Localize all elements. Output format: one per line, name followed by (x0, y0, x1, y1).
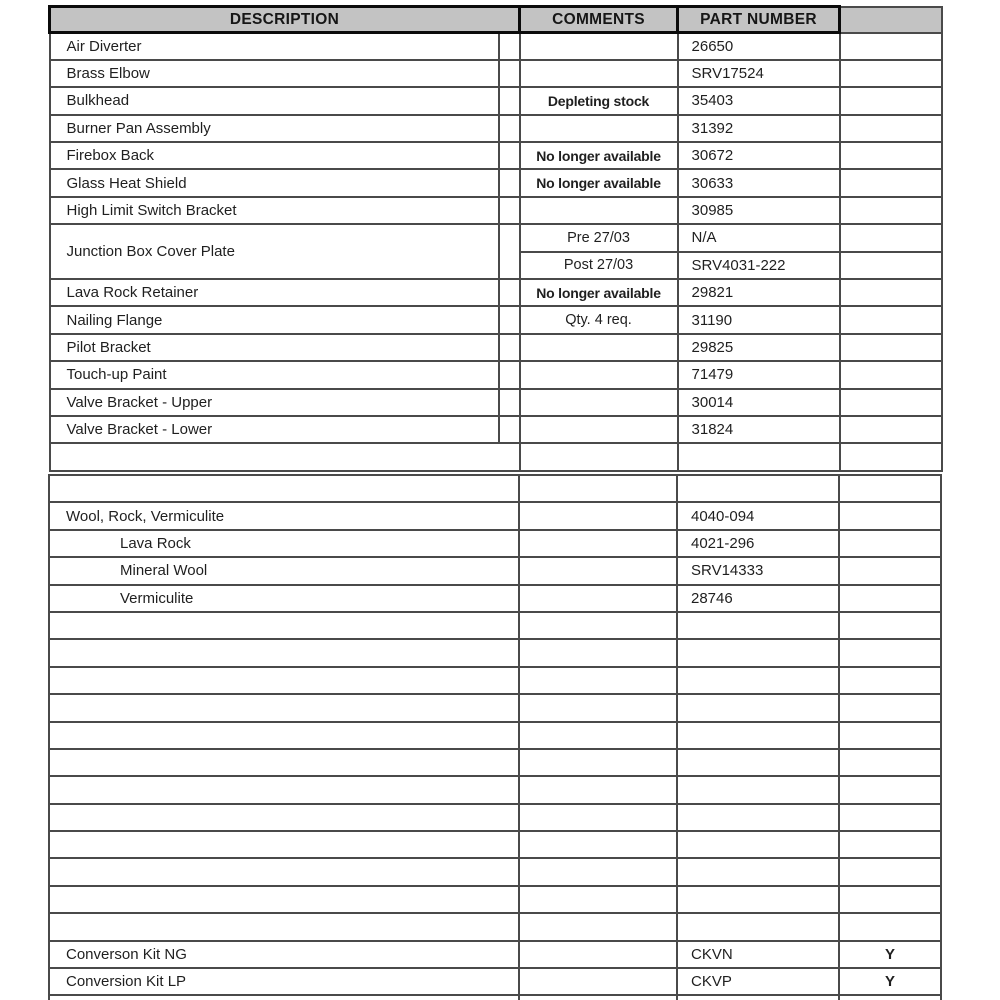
part-number-cell (677, 694, 839, 721)
comments-cell (519, 639, 677, 666)
part-number-cell (678, 443, 840, 470)
part-number-cell: 31190 (678, 306, 840, 333)
table-row (50, 33, 942, 60)
description-cell (49, 722, 519, 749)
description-cell (49, 831, 519, 858)
flag-cell (840, 60, 942, 87)
flag-cell (839, 776, 941, 803)
flag-cell (840, 443, 942, 470)
spacer-cell (499, 169, 520, 196)
part-number-cell: 30672 (678, 142, 840, 169)
comments-cell: Qty. 4 req. (520, 306, 678, 333)
flag-cell (840, 279, 942, 306)
flag-cell (839, 530, 941, 557)
description-cell: Wool, Rock, Vermiculite (49, 502, 519, 529)
description-cell (49, 995, 519, 1000)
comments-cell: No longer available (520, 279, 678, 306)
part-number-cell: 71479 (678, 361, 840, 388)
flag-cell (840, 197, 942, 224)
spacer-cell (499, 306, 520, 333)
comments-cell: Post 27/03 (520, 252, 678, 279)
part-number-cell: N/A (678, 224, 840, 251)
parts-table-main (48, 5, 943, 472)
description-cell (49, 694, 519, 721)
spacer-cell (499, 389, 520, 416)
part-number-cell (677, 722, 839, 749)
comments-cell (519, 475, 677, 502)
part-number-cell: SRV14333 (677, 557, 839, 584)
comments-cell (519, 502, 677, 529)
comments-cell (520, 416, 678, 443)
flag-cell (840, 416, 942, 443)
flag-cell (839, 667, 941, 694)
description-cell: Vermiculite (49, 585, 519, 612)
description-cell: Converson Kit NG (49, 941, 519, 968)
comments-cell (519, 667, 677, 694)
spacer-cell (499, 361, 520, 388)
empty-row (50, 443, 942, 470)
spacer-cell (499, 224, 520, 279)
flag-cell (840, 334, 942, 361)
comments-cell (519, 968, 677, 995)
flag-cell (840, 389, 942, 416)
table-row (49, 530, 941, 557)
spacer-cell (499, 279, 520, 306)
description-cell: Valve Bracket - Upper (50, 389, 499, 416)
flag-cell (839, 886, 941, 913)
table-row (50, 60, 942, 87)
comments-cell: Pre 27/03 (520, 224, 678, 251)
flag-cell (840, 306, 942, 333)
description-cell (49, 886, 519, 913)
empty-row (49, 639, 941, 666)
comments-cell: No longer available (520, 169, 678, 196)
part-number-cell: 30985 (678, 197, 840, 224)
flag-cell (840, 115, 942, 142)
flag-cell (840, 87, 942, 114)
part-number-cell: 31824 (678, 416, 840, 443)
comments-cell: Depleting stock (520, 87, 678, 114)
table-row (50, 142, 942, 169)
spacer-cell (499, 87, 520, 114)
empty-row (49, 858, 941, 885)
description-cell (49, 612, 519, 639)
empty-row (49, 475, 941, 502)
part-number-cell: 4021-296 (677, 530, 839, 557)
empty-row (49, 612, 941, 639)
table-row (50, 389, 942, 416)
comments-cell (519, 776, 677, 803)
part-number-cell: 30633 (678, 169, 840, 196)
flag-cell (840, 361, 942, 388)
part-number-cell: 31392 (678, 115, 840, 142)
part-number-cell (677, 913, 839, 940)
part-number-cell: SRV17524 (678, 60, 840, 87)
comments-cell (520, 60, 678, 87)
description-cell (49, 804, 519, 831)
flag-cell (839, 913, 941, 940)
comments-cell (519, 886, 677, 913)
comments-cell (519, 804, 677, 831)
comments-cell (520, 115, 678, 142)
empty-row (49, 804, 941, 831)
comments-cell (520, 443, 678, 470)
description-cell: Pilot Bracket (50, 334, 499, 361)
part-number-cell (677, 776, 839, 803)
comments-cell (520, 197, 678, 224)
description-cell: Nailing Flange (50, 306, 499, 333)
flag-cell (839, 804, 941, 831)
empty-row (49, 667, 941, 694)
comments-cell (520, 389, 678, 416)
part-number-cell (677, 475, 839, 502)
description-cell: Conversion Kit LP (49, 968, 519, 995)
spacer-cell (499, 197, 520, 224)
comments-cell (519, 913, 677, 940)
comments-cell (519, 749, 677, 776)
flag-cell (839, 694, 941, 721)
empty-row (49, 913, 941, 940)
description-cell: Touch-up Paint (50, 361, 499, 388)
part-number-cell: CKVN (677, 941, 839, 968)
part-number-cell (677, 749, 839, 776)
description-cell (50, 443, 520, 470)
description-cell (49, 858, 519, 885)
table-row (50, 224, 942, 251)
part-number-cell: 29821 (678, 279, 840, 306)
empty-row (49, 831, 941, 858)
empty-row (49, 749, 941, 776)
part-number-cell: 30014 (678, 389, 840, 416)
comments-cell (519, 858, 677, 885)
table-row (50, 115, 942, 142)
part-number-cell (677, 886, 839, 913)
flag-cell (840, 169, 942, 196)
description-cell (49, 667, 519, 694)
flag-cell (839, 585, 941, 612)
description-cell: Glass Heat Shield (50, 169, 499, 196)
table-row (49, 557, 941, 584)
description-cell: Brass Elbow (50, 60, 499, 87)
comments-cell (519, 722, 677, 749)
table-row (50, 416, 942, 443)
flag-cell (840, 33, 942, 60)
description-cell: Air Diverter (50, 33, 499, 60)
empty-row (49, 694, 941, 721)
comments-cell (519, 530, 677, 557)
flag-cell (839, 831, 941, 858)
table-row (50, 279, 942, 306)
part-number-cell (677, 995, 839, 1000)
flag-cell (839, 749, 941, 776)
flag-cell (839, 722, 941, 749)
description-cell: High Limit Switch Bracket (50, 197, 499, 224)
column-header-part-number: PART NUMBER (678, 7, 840, 33)
table-row (50, 197, 942, 224)
part-number-cell: 4040-094 (677, 502, 839, 529)
empty-row (49, 995, 941, 1000)
table-row (49, 585, 941, 612)
comments-cell (519, 557, 677, 584)
description-cell (49, 639, 519, 666)
part-number-cell (677, 612, 839, 639)
flag-cell (839, 612, 941, 639)
spacer-cell (499, 33, 520, 60)
comments-cell (519, 995, 677, 1000)
part-number-cell (677, 804, 839, 831)
comments-cell (519, 831, 677, 858)
flag-cell: Y (839, 968, 941, 995)
description-cell: Bulkhead (50, 87, 499, 114)
description-cell (49, 475, 519, 502)
parts-table-secondary (48, 474, 942, 1000)
table-row (50, 87, 942, 114)
table-row (49, 502, 941, 529)
flag-cell (840, 252, 942, 279)
description-cell: Valve Bracket - Lower (50, 416, 499, 443)
flag-cell (839, 557, 941, 584)
flag-cell: Y (839, 941, 941, 968)
flag-cell (840, 142, 942, 169)
table-row (50, 361, 942, 388)
flag-cell (839, 995, 941, 1000)
table-row (49, 968, 941, 995)
part-number-cell: CKVP (677, 968, 839, 995)
part-number-cell (677, 667, 839, 694)
comments-cell (519, 941, 677, 968)
table-row (49, 941, 941, 968)
spacer-cell (499, 60, 520, 87)
description-cell: Mineral Wool (49, 557, 519, 584)
part-number-cell (677, 639, 839, 666)
part-number-cell (677, 831, 839, 858)
description-cell: Lava Rock (49, 530, 519, 557)
flag-cell (839, 475, 941, 502)
comments-cell (520, 334, 678, 361)
comments-cell (519, 694, 677, 721)
description-cell: Lava Rock Retainer (50, 279, 499, 306)
flag-cell (840, 224, 942, 251)
header-row (50, 7, 942, 33)
column-header-description: DESCRIPTION (50, 7, 520, 33)
description-cell: Junction Box Cover Plate (50, 224, 499, 279)
part-number-cell: 29825 (678, 334, 840, 361)
comments-cell (519, 612, 677, 639)
part-number-cell: 28746 (677, 585, 839, 612)
column-header-extra (840, 7, 942, 33)
flag-cell (839, 502, 941, 529)
table-row (50, 306, 942, 333)
spacer-cell (499, 115, 520, 142)
empty-row (49, 886, 941, 913)
flag-cell (839, 639, 941, 666)
empty-row (49, 722, 941, 749)
description-cell: Burner Pan Assembly (50, 115, 499, 142)
description-cell (49, 913, 519, 940)
comments-cell (520, 33, 678, 60)
description-cell (49, 749, 519, 776)
description-cell: Firebox Back (50, 142, 499, 169)
table-row (50, 169, 942, 196)
part-number-cell: 35403 (678, 87, 840, 114)
description-cell (49, 776, 519, 803)
spacer-cell (499, 416, 520, 443)
comments-cell (519, 585, 677, 612)
part-number-cell: 26650 (678, 33, 840, 60)
table-row (50, 334, 942, 361)
part-number-cell (677, 858, 839, 885)
part-number-cell: SRV4031-222 (678, 252, 840, 279)
flag-cell (839, 858, 941, 885)
empty-row (49, 776, 941, 803)
spacer-cell (499, 142, 520, 169)
column-header-comments: COMMENTS (520, 7, 678, 33)
comments-cell (520, 361, 678, 388)
spacer-cell (499, 334, 520, 361)
comments-cell: No longer available (520, 142, 678, 169)
